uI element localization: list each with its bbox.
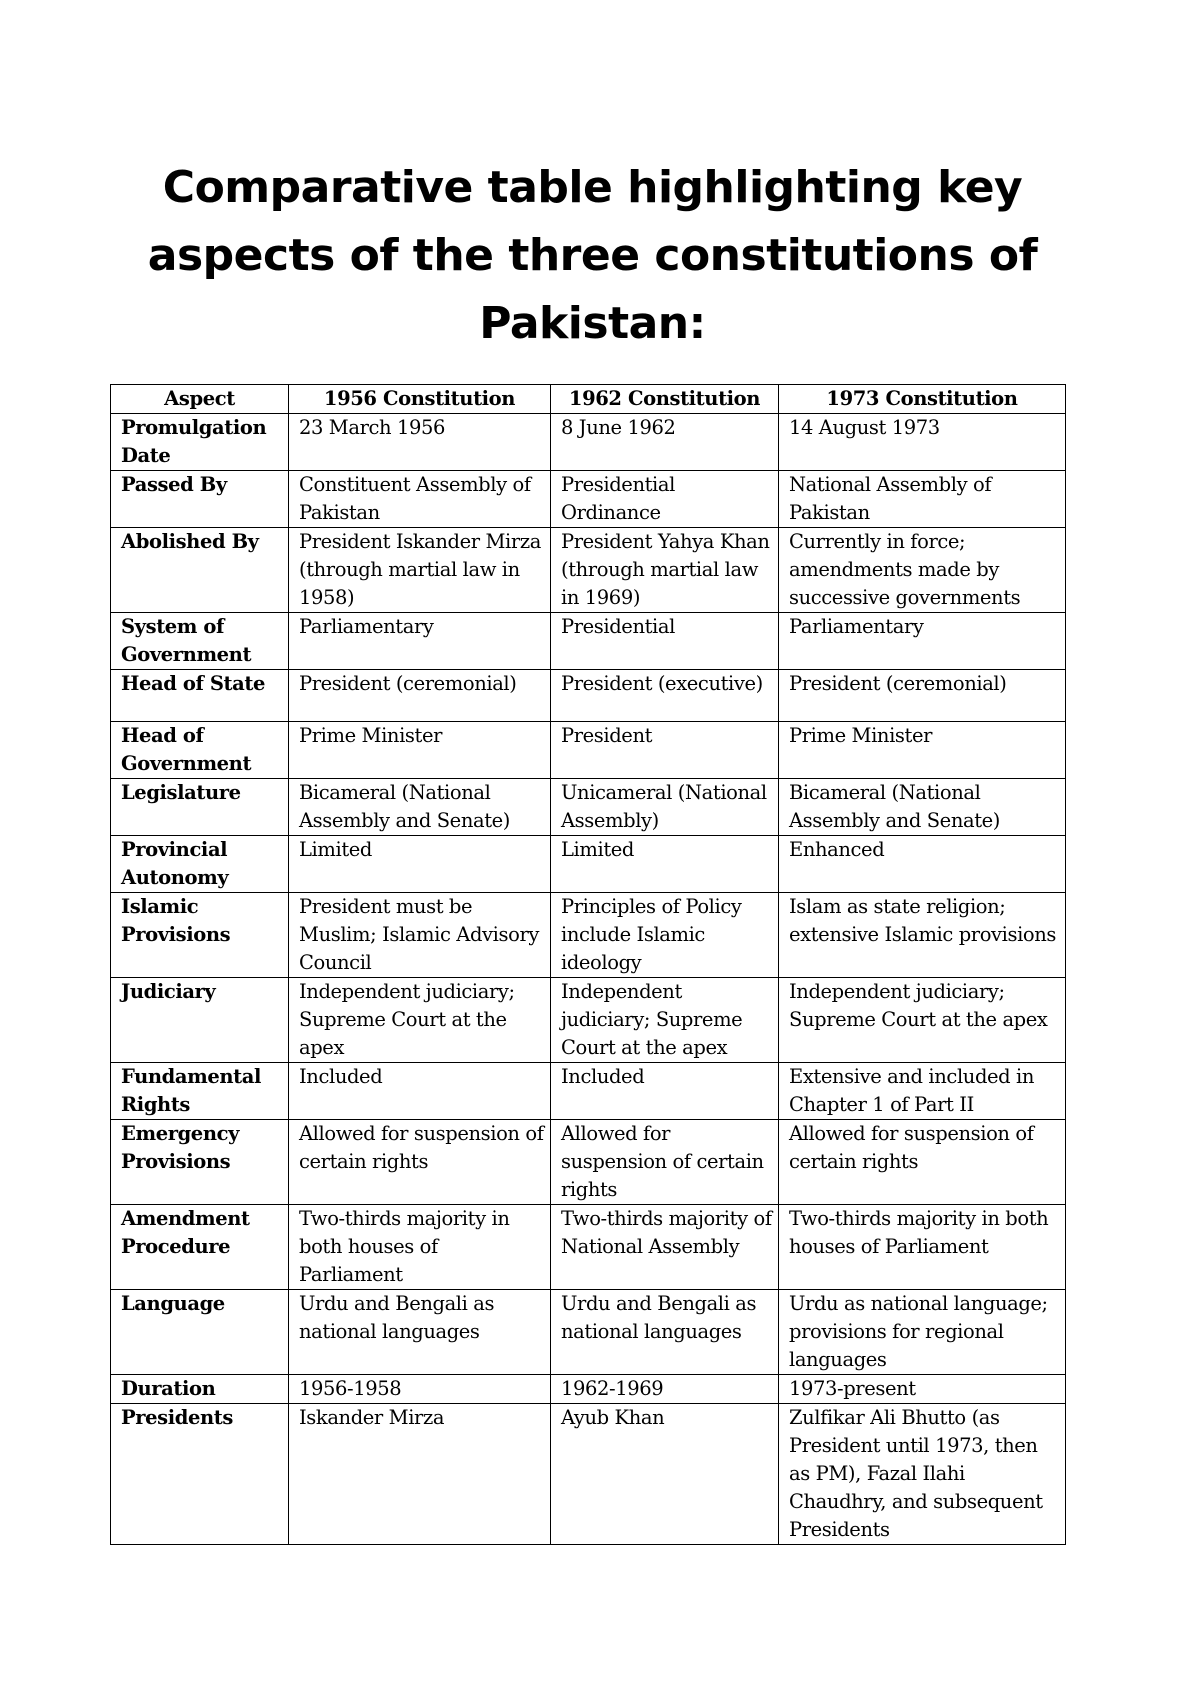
row-aspect-cell: Language: [111, 1290, 289, 1375]
column-header-aspect: Aspect: [111, 385, 289, 414]
table-row: [111, 1290, 1066, 1375]
cell-1973: Urdu as national language; provisions for regional languages: [779, 1290, 1066, 1375]
cell-1956: Two-thirds majority in both houses of Parliament: [289, 1205, 551, 1290]
cell-1956: Bicameral (National Assembly and Senate): [289, 779, 551, 836]
cell-1962: 8 June 1962: [551, 414, 779, 471]
comparison-table: [110, 384, 1066, 1545]
cell-1973: 1973-present: [779, 1375, 1066, 1404]
row-aspect-cell: Head of Government: [111, 722, 289, 779]
table-row: [111, 978, 1066, 1063]
cell-1956: Prime Minister: [289, 722, 551, 779]
title-line: aspects of the three constitutions of: [147, 230, 1038, 281]
table-row: [111, 670, 1066, 722]
cell-1962: President (executive): [551, 670, 779, 722]
cell-1973: Allowed for suspension of certain rights: [779, 1120, 1066, 1205]
cell-1956: President Iskander Mirza (through martial law in 1958): [289, 528, 551, 613]
cell-1962: Urdu and Bengali as national languages: [551, 1290, 779, 1375]
table-row: [111, 613, 1066, 670]
cell-1973: Enhanced: [779, 836, 1066, 893]
cell-1956: Included: [289, 1063, 551, 1120]
column-header-1956: 1956 Constitution: [289, 385, 551, 414]
cell-1956: Parliamentary: [289, 613, 551, 670]
cell-1962: 1962-1969: [551, 1375, 779, 1404]
cell-1956: Limited: [289, 836, 551, 893]
row-aspect-cell: Legislature: [111, 779, 289, 836]
table-row: [111, 779, 1066, 836]
cell-1956: Iskander Mirza: [289, 1404, 551, 1545]
header-row: [111, 385, 1066, 414]
cell-1962: Unicameral (National Assembly): [551, 779, 779, 836]
cell-1973: Bicameral (National Assembly and Senate): [779, 779, 1066, 836]
row-aspect-cell: Fundamental Rights: [111, 1063, 289, 1120]
cell-1973: Independent judiciary; Supreme Court at the apex: [779, 978, 1066, 1063]
cell-1973: Islam as state religion; extensive Islamic provisions: [779, 893, 1066, 978]
table-row: [111, 1205, 1066, 1290]
table-row: [111, 893, 1066, 978]
cell-1973: Zulfikar Ali Bhutto (as President until 1973, then as PM), Fazal Ilahi Chaudhry, and subsequent Presidents: [779, 1404, 1066, 1545]
cell-1962: Included: [551, 1063, 779, 1120]
cell-1973: President (ceremonial): [779, 670, 1066, 722]
cell-1962: President: [551, 722, 779, 779]
document-title: [110, 154, 1075, 358]
row-aspect-cell: Promulgation Date: [111, 414, 289, 471]
table-row: [111, 836, 1066, 893]
row-aspect-cell: Provincial Autonomy: [111, 836, 289, 893]
table-row: [111, 1063, 1066, 1120]
cell-1956: Allowed for suspension of certain rights: [289, 1120, 551, 1205]
table-row: [111, 414, 1066, 471]
cell-1962: Allowed for suspension of certain rights: [551, 1120, 779, 1205]
cell-1962: President Yahya Khan (through martial law in 1969): [551, 528, 779, 613]
cell-1956: Independent judiciary; Supreme Court at the apex: [289, 978, 551, 1063]
table-row: [111, 722, 1066, 779]
cell-1962: Two-thirds majority of National Assembly: [551, 1205, 779, 1290]
cell-1962: Presidential: [551, 613, 779, 670]
row-aspect-cell: Amendment Procedure: [111, 1205, 289, 1290]
row-aspect-cell: Passed By: [111, 471, 289, 528]
cell-1962: Independent judiciary; Supreme Court at the apex: [551, 978, 779, 1063]
row-aspect-cell: Duration: [111, 1375, 289, 1404]
cell-1962: Principles of Policy include Islamic ideology: [551, 893, 779, 978]
row-aspect-cell: Emergency Provisions: [111, 1120, 289, 1205]
cell-1956: 1956-1958: [289, 1375, 551, 1404]
cell-1973: Two-thirds majority in both houses of Parliament: [779, 1205, 1066, 1290]
column-header-1962: 1962 Constitution: [551, 385, 779, 414]
table-header: [111, 385, 1066, 414]
cell-1956: Constituent Assembly of Pakistan: [289, 471, 551, 528]
table-row: [111, 1404, 1066, 1545]
title-line: Pakistan:: [479, 298, 706, 349]
cell-1956: President must be Muslim; Islamic Advisory Council: [289, 893, 551, 978]
row-aspect-cell: System of Government: [111, 613, 289, 670]
cell-1962: Ayub Khan: [551, 1404, 779, 1545]
table-row: [111, 528, 1066, 613]
cell-1956: President (ceremonial): [289, 670, 551, 722]
table-row: [111, 471, 1066, 528]
row-aspect-cell: Presidents: [111, 1404, 289, 1545]
cell-1973: 14 August 1973: [779, 414, 1066, 471]
cell-1973: Prime Minister: [779, 722, 1066, 779]
title-line: Comparative table highlighting key: [162, 162, 1023, 213]
cell-1956: Urdu and Bengali as national languages: [289, 1290, 551, 1375]
table-row: [111, 1120, 1066, 1205]
cell-1973: Extensive and included in Chapter 1 of Part II: [779, 1063, 1066, 1120]
row-aspect-cell: Islamic Provisions: [111, 893, 289, 978]
row-aspect-cell: Judiciary: [111, 978, 289, 1063]
cell-1956: 23 March 1956: [289, 414, 551, 471]
cell-1962: Limited: [551, 836, 779, 893]
cell-1962: Presidential Ordinance: [551, 471, 779, 528]
cell-1973: Currently in force; amendments made by successive governments: [779, 528, 1066, 613]
cell-1973: National Assembly of Pakistan: [779, 471, 1066, 528]
table-body: [111, 414, 1066, 1545]
row-aspect-cell: Abolished By: [111, 528, 289, 613]
column-header-1973: 1973 Constitution: [779, 385, 1066, 414]
cell-1973: Parliamentary: [779, 613, 1066, 670]
row-aspect-cell: Head of State: [111, 670, 289, 722]
table-row: [111, 1375, 1066, 1404]
